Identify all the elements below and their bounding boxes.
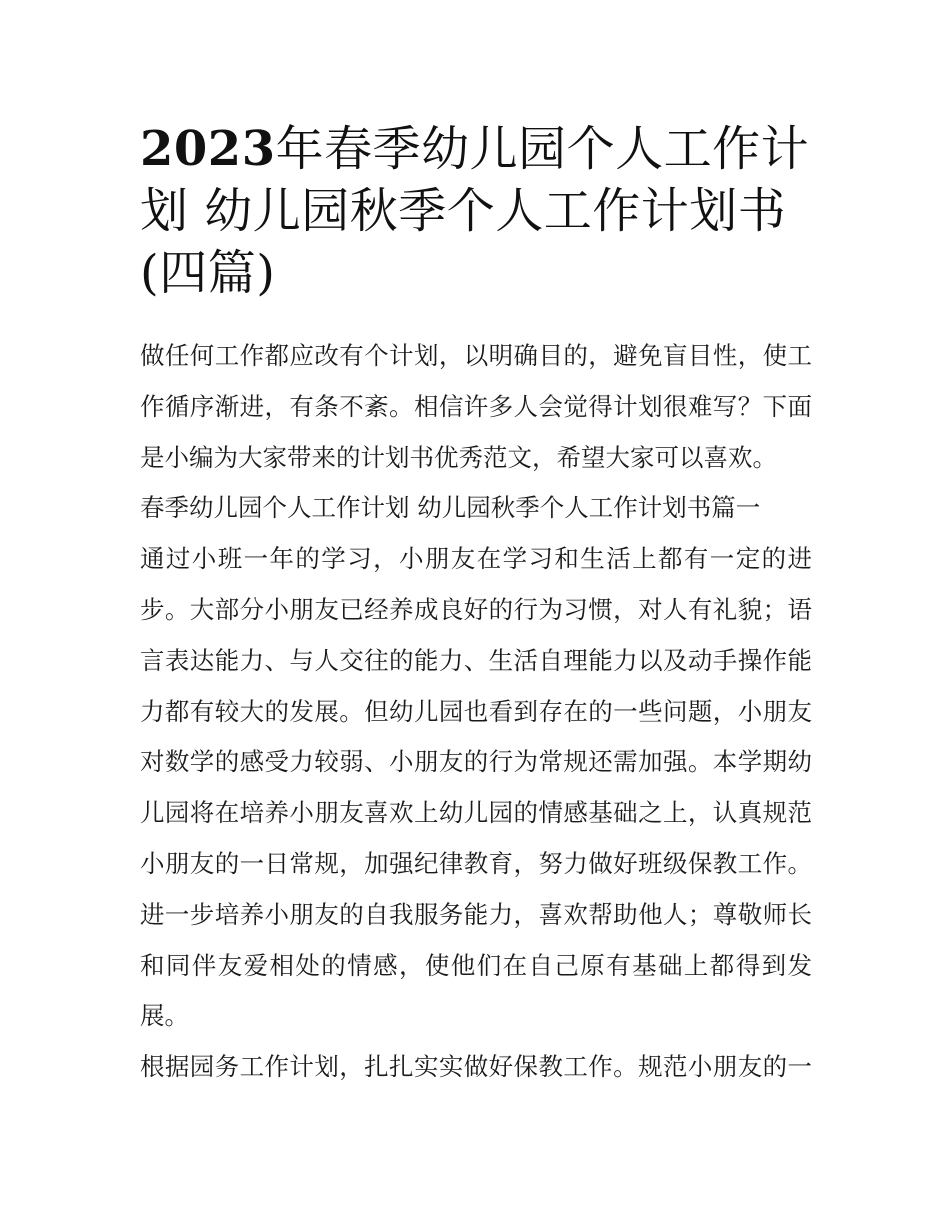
paragraph-line: 小朋友的一日常规，加强纪律教育，努力做好班级保教工作。 <box>140 848 812 878</box>
paragraph-1 <box>140 534 812 1042</box>
paragraph-line: 言表达能力、与人交往的能力、生活自理能力以及动手操作能 <box>140 645 812 675</box>
title-line-3: (四篇) <box>140 245 276 301</box>
paragraph-line: 进一步培养小朋友的自我服务能力，喜欢帮助他人；尊敬师长 <box>140 899 812 929</box>
intro-line: 做任何工作都应改有个计划，以明确目的，避免盲目性，使工 <box>140 341 812 370</box>
paragraph-line: 力都有较大的发展。但幼儿园也看到存在的一些问题，小朋友 <box>140 696 812 726</box>
title-line-1: 2023年春季幼儿园个人工作计 <box>140 121 810 177</box>
paragraph-line: 步。大部分小朋友已经养成良好的行为习惯，对人有礼貌；语 <box>140 594 812 624</box>
intro-line: 是小编为大家带来的计划书优秀范文，希望大家可以喜欢。 <box>140 442 777 472</box>
document-content <box>140 118 812 1093</box>
title-year: 2023 <box>140 121 276 177</box>
document-title <box>140 118 812 304</box>
paragraph-line: 和同伴友爱相处的情感，使他们在自己原有基础上都得到发 <box>140 950 812 980</box>
paragraph-line: 对数学的感受力较弱、小朋友的行为常规还需加强。本学期幼 <box>140 747 812 777</box>
title-line-2: 划 幼儿园秋季个人工作计划书 <box>140 183 787 239</box>
intro-line: 作循序渐进，有条不紊。相信许多人会觉得计划很难写？下面 <box>140 391 812 421</box>
paragraph-2 <box>140 1042 812 1093</box>
document-body <box>140 331 812 1093</box>
section-heading: 春季幼儿园个人工作计划 幼儿园秋季个人工作计划书篇一 <box>140 493 761 523</box>
intro-paragraph <box>140 331 812 483</box>
paragraph-line: 根据园务工作计划，扎扎实实做好保教工作。规范小朋友的一 <box>140 1052 812 1082</box>
paragraph-line: 儿园将在培养小朋友喜欢上幼儿园的情感基础之上，认真规范 <box>140 798 812 828</box>
paragraph-line: 通过小班一年的学习，小朋友在学习和生活上都有一定的进 <box>140 544 812 574</box>
paragraph-line: 展。 <box>140 1001 189 1031</box>
